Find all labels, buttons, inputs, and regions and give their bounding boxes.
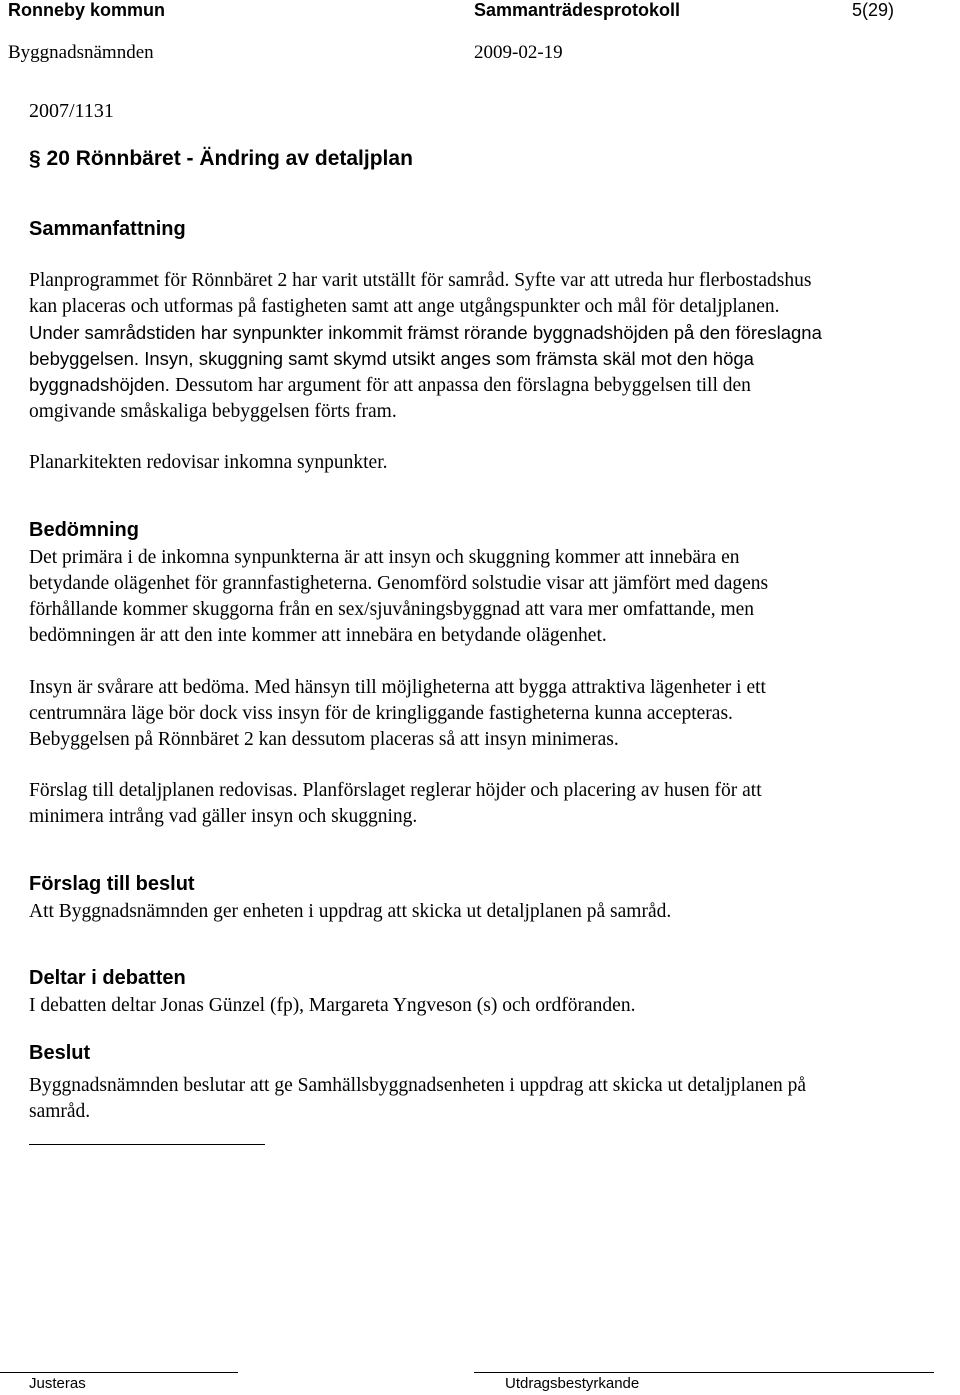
summary-line-start: byggnadshöjden. [29,374,176,395]
assessment-line: centrumnära läge bör dock viss insyn för de kringliggande fastigheterna kunna accepteras. [29,703,733,724]
assessment-line: minimera intrång vad gäller insyn och skuggning. [29,806,418,827]
proposal-heading: Förslag till beslut [29,873,195,895]
assessment-line: betydande olägenhet för grannfastigheterna. Genomförd solstudie visar att jämfört med dagens [29,573,769,594]
summary-line: bebyggelsen. Insyn, skuggning samt skymd utsikt anges som främsta skäl mot den höga [29,348,754,369]
summary-line: omgivande småskaliga bebyggelsen förts fram. [29,401,397,422]
decision-paragraph [29,1073,941,1125]
assessment-line: Insyn är svårare att bedöma. Med hänsyn till möjligheterna att bygga attraktiva lägenheter i ett [29,677,766,698]
municipality-name: Ronneby kommun [8,0,166,20]
signature-rule [29,1144,265,1145]
summary-line: kan placeras och utformas på fastigheten samt att ange utgångspunkter och mål för detaljplanen. [29,296,780,317]
case-number: 2007/1131 [29,100,114,122]
footer-utdragsbestyrkande: Utdragsbestyrkande [505,1375,640,1392]
page-number: 5(29) [852,0,895,20]
footer-rule-left [0,1372,238,1373]
summary-closing: Planarkitekten redovisar inkomna synpunkter. [29,452,388,473]
debate-text: I debatten deltar Jonas Günzel (fp), Margareta Yngveson (s) och ordföranden. [29,995,636,1016]
summary-line: Under samrådstiden har synpunkter inkommit främst rörande byggnadshöjden på den föreslagna [29,322,822,343]
footer-rule-right [474,1372,934,1373]
assessment-paragraph-3 [29,778,941,830]
decision-line: samråd. [29,1101,91,1122]
document-type: Sammanträdesprotokoll [474,0,681,20]
assessment-line: Bebyggelsen på Rönnbäret 2 kan dessutom placeras så att insyn minimeras. [29,729,619,750]
assessment-line: Förslag till detaljplanen redovisas. Planförslaget reglerar höjder och placering av husen för att [29,780,762,801]
item-title: § 20 Rönnbäret - Ändring av detaljplan [29,147,413,170]
decision-heading: Beslut [29,1042,91,1064]
assessment-paragraph-2 [29,675,941,753]
debate-heading: Deltar i debatten [29,967,186,989]
board-name: Byggnadsnämnden [8,42,154,63]
assessment-line: Det primära i de inkomna synpunkterna är att insyn och skuggning kommer att innebära en [29,547,740,568]
assessment-heading: Bedömning [29,519,139,541]
summary-line [29,372,941,399]
meeting-date: 2009-02-19 [474,42,563,63]
summary-line: Planprogrammet för Rönnbäret 2 har varit utställt för samråd. Syfte var att utreda hur flerbostadshus [29,270,812,291]
proposal-text: Att Byggnadsnämnden ger enheten i uppdrag att skicka ut detaljplanen på samråd. [29,901,672,922]
summary-heading: Sammanfattning [29,218,186,240]
summary-line-end: Dessutom har argument för att anpassa den förslagna bebyggelsen till den [175,375,751,396]
assessment-paragraph-1 [29,545,941,649]
decision-line: Byggnadsnämnden beslutar att ge Samhällsbyggnadsenheten i uppdrag att skicka ut detaljplanen på [29,1075,807,1096]
summary-paragraph [29,268,941,425]
assessment-line: förhållande kommer skuggorna från en sex/sjuvåningsbyggnad att vara mer omfattande, men [29,599,755,620]
assessment-line: bedömningen är att den inte kommer att innebära en betydande olägenhet. [29,625,607,646]
footer-justeras: Justeras [29,1375,86,1392]
